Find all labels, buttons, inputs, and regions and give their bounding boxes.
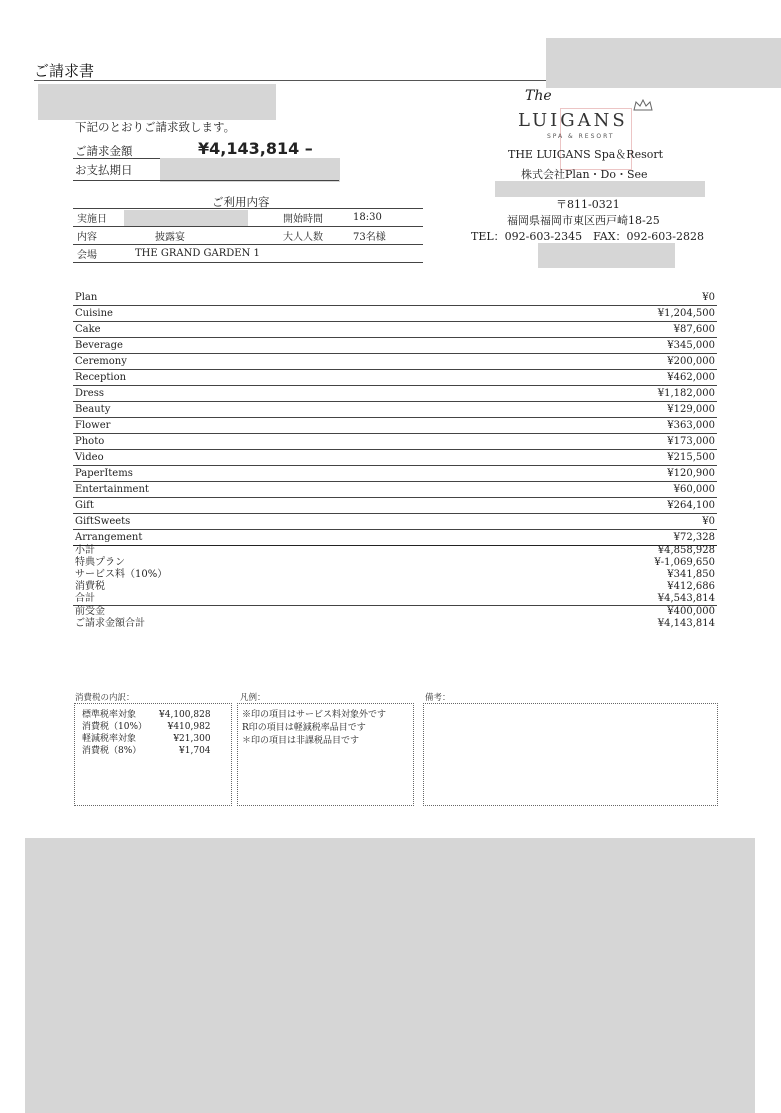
- item-value: ¥363,000: [434, 418, 717, 434]
- item-value: ¥215,500: [434, 450, 717, 466]
- item-label: Arrangement: [73, 530, 434, 546]
- usage-row: [73, 227, 423, 245]
- item-label: GiftSweets: [73, 514, 434, 530]
- crown-icon: [633, 96, 653, 108]
- item-value: ¥345,000: [434, 338, 717, 354]
- usage-date-label: 実施日: [73, 209, 131, 227]
- redacted-recipient: [38, 84, 276, 120]
- tax-label: 軽減税率対象: [82, 734, 137, 744]
- tax-row: [80, 721, 213, 733]
- summary-row: [73, 569, 717, 581]
- amount-value: ¥4,143,814 –: [198, 139, 313, 158]
- table-row: [73, 418, 717, 434]
- item-value: ¥87,600: [434, 322, 717, 338]
- tax-breakdown-heading: 消費税の内訳：: [75, 693, 135, 703]
- usage-start-value: 18:30: [349, 209, 423, 227]
- company-name: THE LUIGANS Spa＆Resort: [508, 148, 664, 161]
- table-row: [73, 386, 717, 402]
- item-value: ¥129,000: [434, 402, 717, 418]
- logo-the-text: The: [525, 88, 552, 104]
- item-label: Beauty: [73, 402, 434, 418]
- redacted-block: [546, 38, 781, 88]
- table-row: [73, 322, 717, 338]
- usage-start-label: 開始時間: [279, 209, 349, 227]
- summary-row: [73, 581, 717, 593]
- summary-value: ¥412,686: [667, 581, 715, 592]
- summary-row: [73, 557, 717, 569]
- due-date-label: お支払期日: [75, 163, 133, 177]
- item-label: Flower: [73, 418, 434, 434]
- usage-title: ご利用内容: [212, 195, 270, 209]
- summary-value: ¥-1,069,650: [654, 557, 715, 568]
- table-row: [73, 482, 717, 498]
- summary-label: 合計: [73, 593, 458, 606]
- due-rule: [73, 180, 339, 181]
- redacted-stamp: [538, 243, 675, 268]
- table-row: [73, 450, 717, 466]
- tax-label: 消費税（10%）: [82, 722, 148, 732]
- item-label: Entertainment: [73, 482, 434, 498]
- summary-value: ¥4,143,814: [657, 618, 715, 629]
- table-row: [73, 466, 717, 482]
- remarks-box: [423, 703, 718, 806]
- tax-row: [80, 709, 213, 721]
- company-address: 福岡県福岡市東区西戸崎18-25: [507, 214, 660, 227]
- summary-row: [73, 618, 717, 630]
- summary-value: ¥341,850: [667, 569, 715, 580]
- table-row: [73, 530, 717, 546]
- tax-label: 消費税（8%）: [82, 746, 142, 756]
- item-value: ¥72,328: [434, 530, 717, 546]
- tax-value: ¥410,982: [167, 722, 211, 732]
- usage-guests-label: 大人人数: [279, 227, 349, 245]
- intro-text: 下記のとおりご請求致します。: [75, 120, 236, 134]
- company-tel-fax: TEL：092-603-2345 FAX：092-603-2828: [471, 230, 704, 243]
- redacted-event-date: [124, 210, 248, 226]
- legend-line: ＊印の項目は非課税品目です: [242, 736, 360, 746]
- item-label: Photo: [73, 434, 434, 450]
- company-corp-name: 株式会社Plan・Do・See: [521, 168, 648, 181]
- item-label: Video: [73, 450, 434, 466]
- tax-breakdown-table: [80, 709, 213, 757]
- item-value: ¥120,900: [434, 466, 717, 482]
- usage-venue-label: 会場: [73, 245, 131, 263]
- summary-value: ¥400,000: [667, 606, 715, 617]
- remarks-heading: 備考：: [425, 693, 451, 703]
- summary-row: [73, 545, 717, 557]
- item-label: Cake: [73, 322, 434, 338]
- item-value: ¥1,204,500: [434, 306, 717, 322]
- summary-label: 小計: [75, 545, 95, 556]
- summary-label: 特典プラン: [75, 557, 125, 568]
- summary-label: 前受金: [75, 606, 105, 617]
- table-row: [73, 354, 717, 370]
- company-logo: LUIGANS: [518, 110, 628, 131]
- tax-value: ¥4,100,828: [159, 710, 211, 720]
- item-label: Reception: [73, 370, 434, 386]
- tax-value: ¥21,300: [173, 734, 211, 744]
- tax-row: [80, 733, 213, 745]
- table-row: [73, 498, 717, 514]
- summary-label: 消費税: [75, 581, 105, 592]
- summary-value: ¥4,543,814: [458, 593, 717, 606]
- item-value: ¥173,000: [434, 434, 717, 450]
- usage-content-value: 披露宴: [131, 227, 279, 245]
- table-row: [73, 370, 717, 386]
- usage-guests-value: 73名様: [349, 227, 423, 245]
- summary-value: ¥4,858,928: [657, 545, 715, 556]
- item-label: Cuisine: [73, 306, 434, 322]
- usage-row: [73, 245, 423, 263]
- table-row: [73, 434, 717, 450]
- table-row: [73, 338, 717, 354]
- summary-row: [73, 606, 717, 619]
- table-row: [73, 514, 717, 530]
- redacted-company-line: [495, 181, 705, 197]
- company-zip: 〒811-0321: [556, 198, 620, 211]
- item-value: ¥0: [434, 514, 717, 530]
- tax-value: ¥1,704: [179, 746, 211, 756]
- item-value: ¥60,000: [434, 482, 717, 498]
- legend-line: R印の項目は軽減税率品目です: [242, 723, 366, 733]
- summary-table: [73, 545, 717, 630]
- document-title: ご請求書: [34, 62, 95, 80]
- summary-label: サービス料（10%）: [75, 569, 168, 580]
- legend-line: ※印の項目はサービス料対象外です: [242, 710, 387, 720]
- amount-label: ご請求金額: [75, 144, 133, 158]
- tax-row: [80, 745, 213, 757]
- item-value: ¥1,182,000: [434, 386, 717, 402]
- legend-heading: 凡例：: [240, 693, 266, 703]
- redacted-due-date: [160, 158, 340, 182]
- usage-content-label: 内容: [73, 227, 131, 245]
- logo-subtitle: SPA & RESORT: [547, 133, 615, 140]
- item-value: ¥462,000: [434, 370, 717, 386]
- item-label: PaperItems: [73, 466, 434, 482]
- usage-venue-value: THE GRAND GARDEN 1: [131, 245, 423, 263]
- item-label: Ceremony: [73, 354, 434, 370]
- tax-label: 標準税率対象: [82, 710, 137, 720]
- table-row: [73, 402, 717, 418]
- item-value: ¥200,000: [434, 354, 717, 370]
- item-value: ¥0: [434, 290, 717, 306]
- item-label: Beverage: [73, 338, 434, 354]
- summary-label: ご請求金額合計: [75, 618, 145, 629]
- item-label: Gift: [73, 498, 434, 514]
- item-value: ¥264,100: [434, 498, 717, 514]
- table-row: [73, 290, 717, 306]
- table-row: [73, 306, 717, 322]
- summary-row: [73, 593, 717, 606]
- item-label: Dress: [73, 386, 434, 402]
- legend-text: [242, 709, 386, 748]
- line-items-table: [73, 290, 717, 546]
- item-label: Plan: [73, 290, 434, 306]
- redacted-footer: [25, 838, 755, 1113]
